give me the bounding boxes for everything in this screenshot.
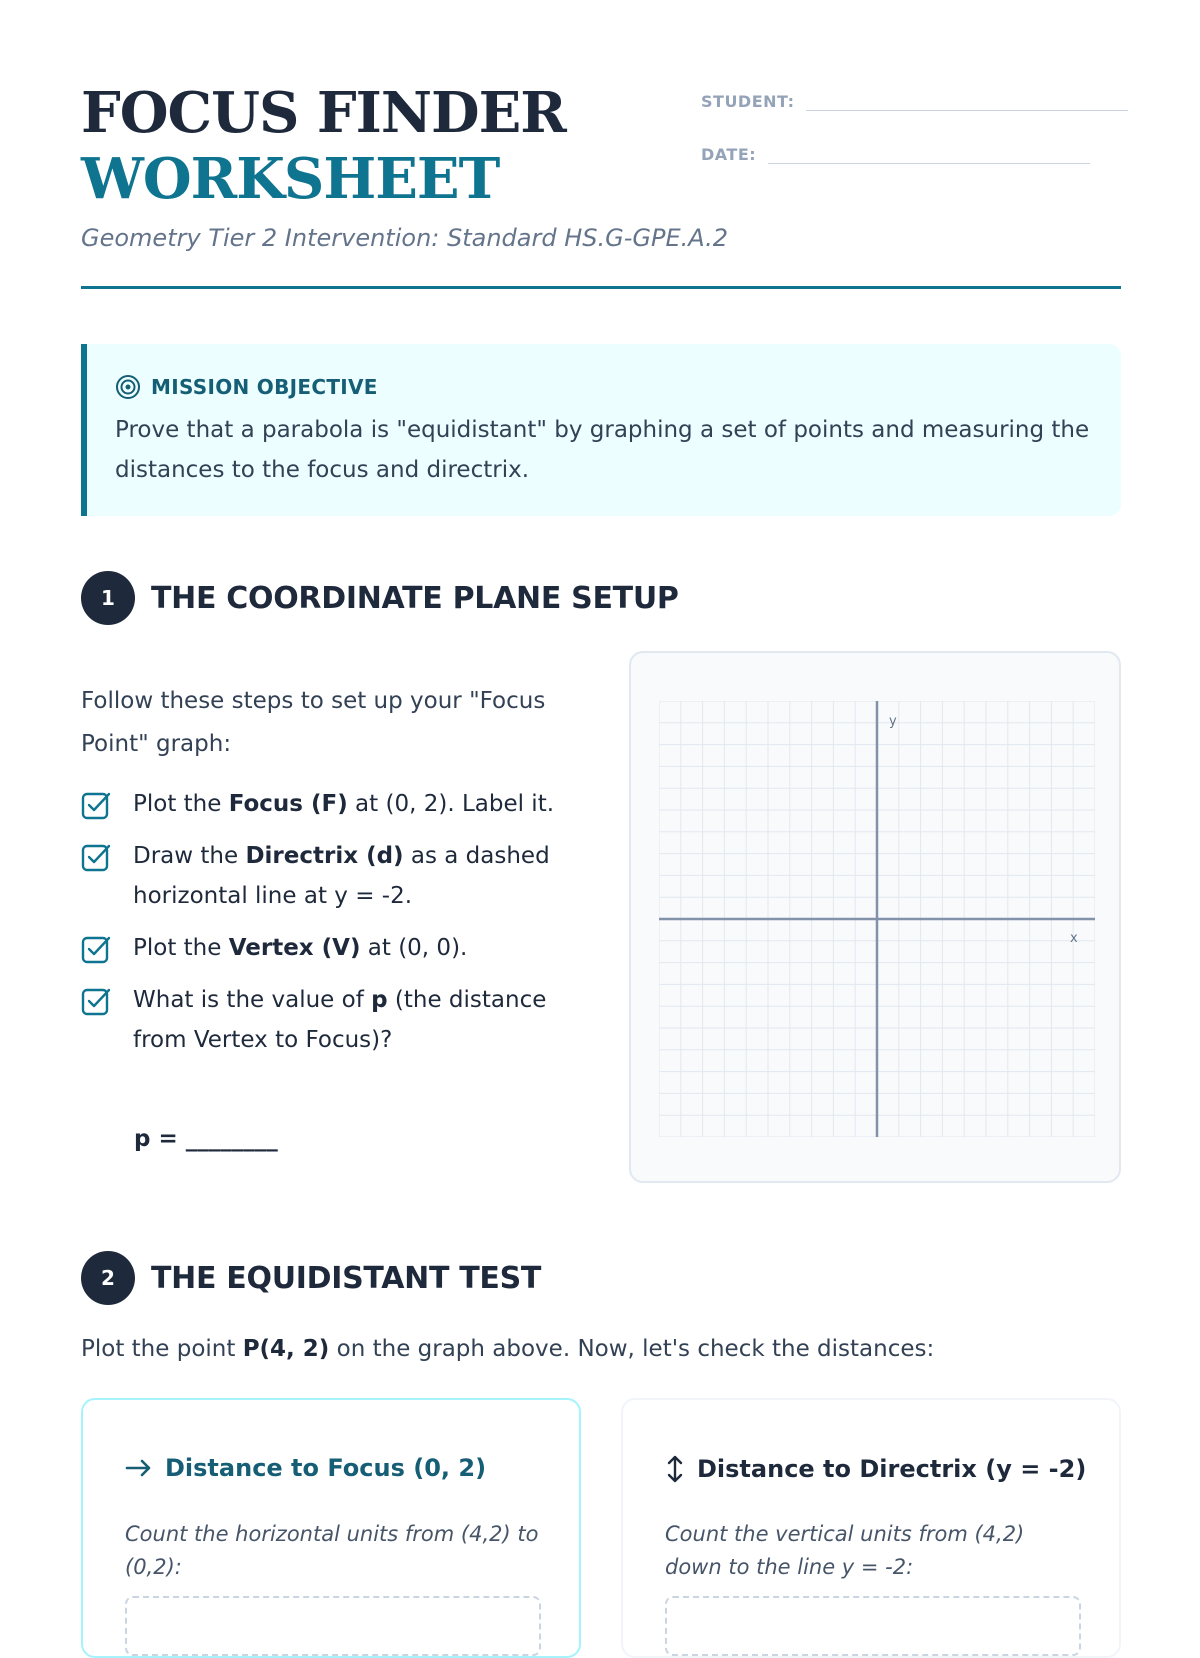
student-label: STUDENT: (701, 92, 795, 111)
directrix-card-title: Distance to Directrix (y = -2) (697, 1455, 1087, 1483)
focus-card-note: Count the horizontal units from (4,2) to (0,2): (125, 1522, 539, 1579)
focus-answer-box[interactable] (125, 1596, 541, 1656)
student-row (701, 90, 1128, 111)
step-text: What is the value of p (the distance from Vertex to Focus)? (133, 987, 547, 1053)
directrix-card-header (665, 1454, 1086, 1484)
target-icon (115, 374, 141, 400)
focus-card-title: Distance to Focus (0, 2) (165, 1454, 487, 1482)
directrix-answer-box[interactable] (665, 1596, 1081, 1656)
title-line-1: FOCUS FINDER (81, 80, 566, 146)
checkbox-checked-icon[interactable] (81, 934, 111, 964)
step-item (81, 986, 561, 1060)
mission-objective-box (81, 344, 1121, 516)
section-2-intro: Plot the point P(4, 2) on the graph above. Now, let's check the distances: (81, 1336, 935, 1362)
distance-to-directrix-card (621, 1398, 1121, 1658)
section-2-title: THE EQUIDISTANT TEST (151, 1260, 542, 1296)
distance-to-focus-card (81, 1398, 581, 1658)
mission-header (115, 374, 378, 400)
section-2-number: 2 (81, 1251, 135, 1305)
y-axis-label: y (889, 714, 897, 729)
section-2-heading (81, 1251, 541, 1305)
p-answer-blank[interactable]: p = ________ (134, 1126, 278, 1152)
coordinate-grid[interactable] (659, 701, 1095, 1137)
header-divider (81, 286, 1121, 289)
date-field[interactable] (768, 143, 1090, 164)
step-text: Draw the Directrix (d) as a dashed horizontal line at y = -2. (133, 843, 550, 909)
arrow-up-down-icon (665, 1454, 685, 1484)
subtitle: Geometry Tier 2 Intervention: Standard HS.G-GPE.A.2 (81, 224, 729, 252)
step-text: Plot the Focus (F) at (0, 2). Label it. (133, 791, 555, 817)
mission-text: Prove that a parabola is "equidistant" by graphing a set of points and measuring the distances to the focus and directrix. (115, 417, 1090, 483)
date-row (701, 143, 1090, 164)
focus-card-header (125, 1454, 486, 1482)
coordinate-plane-card (629, 651, 1121, 1183)
x-axis-label: x (1070, 931, 1078, 946)
step-item (81, 934, 561, 968)
student-field[interactable] (806, 90, 1128, 111)
section-1-title: THE COORDINATE PLANE SETUP (151, 580, 679, 616)
step-list (81, 790, 561, 1078)
checkbox-checked-icon[interactable] (81, 790, 111, 820)
section-1-heading (81, 571, 679, 625)
mission-title: MISSION OBJECTIVE (151, 375, 378, 399)
date-label: DATE: (701, 145, 757, 164)
title-line-2: WORKSHEET (81, 146, 500, 212)
step-item (81, 790, 561, 824)
arrow-right-icon (125, 1458, 153, 1478)
section-1-intro: Follow these steps to set up your "Focus Point" graph: (81, 688, 546, 757)
section-1-number: 1 (81, 571, 135, 625)
directrix-card-note: Count the vertical units from (4,2) down to the line y = -2: (665, 1522, 1025, 1579)
step-text: Plot the Vertex (V) at (0, 0). (133, 935, 468, 961)
step-item (81, 842, 561, 916)
checkbox-checked-icon[interactable] (81, 842, 111, 872)
title-block (81, 80, 566, 212)
checkbox-checked-icon[interactable] (81, 986, 111, 1016)
